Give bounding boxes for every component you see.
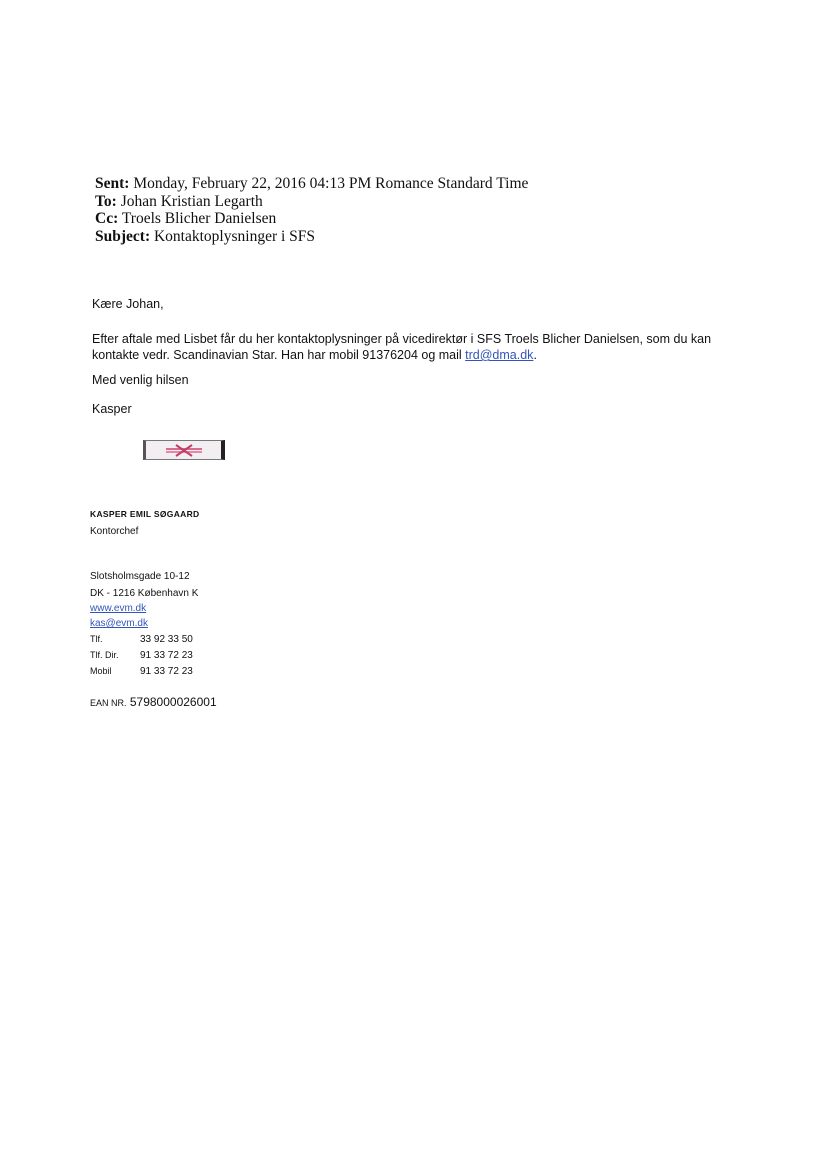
- ean-label: EAN NR.: [90, 698, 127, 708]
- message-paragraph: [92, 331, 742, 363]
- mobile-value: 91 33 72 23: [140, 666, 193, 677]
- phone-row: [90, 634, 193, 645]
- address-line-2: DK - 1216 København K: [90, 588, 199, 599]
- email-header: [95, 175, 528, 245]
- sent-row: [95, 175, 528, 193]
- ean-value: 5798000026001: [129, 695, 217, 709]
- sent-label: Sent:: [95, 175, 130, 192]
- to-label: To:: [95, 192, 117, 210]
- ean-row: [90, 695, 217, 709]
- signoff: Kasper: [92, 402, 132, 416]
- phone-label: Tlf.: [90, 634, 103, 644]
- closing: Med venlig hilsen: [92, 373, 189, 387]
- greeting: Kære Johan,: [92, 297, 164, 311]
- cc-label: Cc:: [95, 210, 119, 227]
- address-line-1: Slotsholmsgade 10-12: [90, 571, 190, 582]
- to-row: [95, 193, 528, 211]
- subject-value: Kontaktoplysninger i SFS: [153, 227, 316, 245]
- logo-image: [143, 440, 225, 460]
- direct-phone-label: Tlf. Dir.: [90, 650, 119, 660]
- signature-title: Kontorchef: [90, 526, 139, 537]
- crossed-logo-icon: [146, 441, 222, 459]
- subject-row: [95, 228, 528, 246]
- paragraph-end: .: [533, 348, 537, 362]
- cc-row: [95, 210, 528, 228]
- paragraph-text: Efter aftale med Lisbet får du her kontaktoplysninger på vicedirektør i SFS Troels Blicher Danielsen, som du kan kontakte vedr. Scandinavian Star. Han har mobil 91376204 og mail: [92, 332, 712, 362]
- direct-phone-row: [90, 650, 193, 661]
- signature-name: KASPER EMIL SØGAARD: [90, 509, 200, 519]
- website-link[interactable]: www.evm.dk: [90, 603, 147, 614]
- phone-value: 33 92 33 50: [140, 634, 193, 645]
- contact-email-link[interactable]: trd@dma.dk: [465, 348, 534, 362]
- mobile-label: Mobil: [90, 666, 112, 676]
- sent-value: Monday, February 22, 2016 04:13 PM Romance Standard Time: [133, 175, 529, 192]
- mobile-row: [90, 666, 193, 677]
- to-value: Johan Kristian Legarth: [120, 192, 263, 210]
- signature-email-link[interactable]: kas@evm.dk: [90, 618, 148, 629]
- cc-value: Troels Blicher Danielsen: [121, 210, 277, 227]
- subject-label: Subject:: [95, 227, 151, 245]
- direct-phone-value: 91 33 72 23: [140, 650, 193, 661]
